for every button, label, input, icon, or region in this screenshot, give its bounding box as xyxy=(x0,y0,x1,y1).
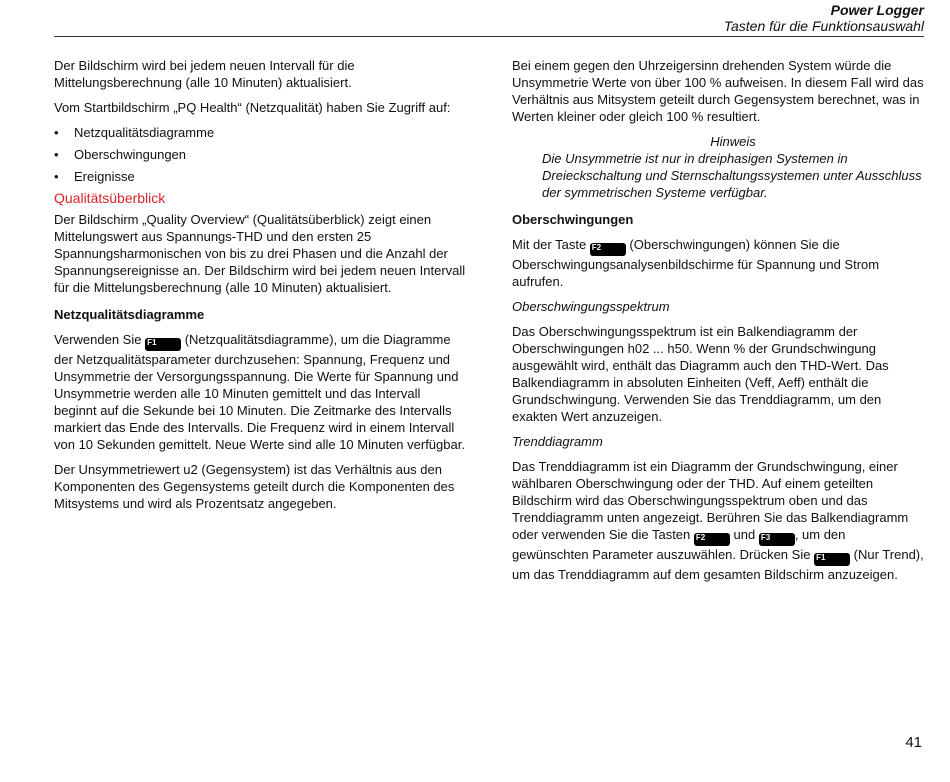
f1-key-icon: F1 xyxy=(814,553,850,566)
subheading-harmonic-spectrum: Oberschwingungsspektrum xyxy=(512,299,670,314)
page-header xyxy=(724,2,924,34)
subheading-harmonics: Oberschwingungen xyxy=(512,212,634,227)
f2-key-icon: F2 xyxy=(590,243,626,256)
bullet-glyph: • xyxy=(54,125,59,140)
bullet-glyph: • xyxy=(54,147,59,162)
paragraph-harmonics: Mit der Taste F2 (Oberschwingungen) können Sie die Oberschwingungsanalysenbildschirme für Spannung und Strom aufrufen. xyxy=(512,237,880,289)
paragraph-quality-overview: Der Bildschirm „Quality Overview“ (Qualitätsüberblick) zeigt einen Mittelungswert aus Spannungs-THD und den ersten 25 Spannungsharmonischen von bis zu drei Phasen und die Anzahl der Spannungsereignisse an. Der Bildschirm wird bei jedem neuen Intervall für die Mittelungsberechnung (alle 10 Minuten) aktualisiert. xyxy=(54,212,466,295)
f3-key-icon: F3 xyxy=(759,533,795,546)
bullet-glyph: • xyxy=(54,169,59,184)
list-item xyxy=(54,146,466,163)
paragraph-power-quality-charts: Verwenden Sie F1 (Netzqualitätsdiagramme), um die Diagramme der Netzqualitätsparameter durchzusehen: Spannung, Frequenz und Unsymmetrie der Versorgungsspannung. Die Werte für Spannung und Unsymmetrie werden alle 10 Minuten gemittelt und das Intervall beginnt auf die Sekunde bei 10 Minuten. Die Zeitmarke des Intervalls markiert das Ende des Intervalls. Die Frequenz wird in einem Intervall von 10 Sekunden gemittelt. Neue Werte sind alle 10 Minuten verfügbar. xyxy=(54,332,465,452)
f2-key-icon: F2 xyxy=(694,533,730,546)
header-title: Power Logger xyxy=(830,2,924,18)
f1-key-icon: F1 xyxy=(145,338,181,351)
list-item xyxy=(54,124,466,141)
header-divider xyxy=(54,36,924,37)
header-subtitle: Tasten für die Funktionsauswahl xyxy=(723,18,924,34)
paragraph-harmonic-spectrum: Das Oberschwingungsspektrum ist ein Balkendiagramm der Oberschwingungen h02 ... h50. Wenn % der Grundschwingung ausgewählt wird, enthält das Diagramm auch den THD-Wert. Das Balkendiagramm in absoluten Einheiten (Veff, Aeff) enthält die Grundschwingung. Verwenden Sie das Trenddiagramm, um den exakten Wert anzuzeigen. xyxy=(512,324,889,424)
paragraph-rotation: Bei einem gegen den Uhrzeigersinn drehenden System würde die Unsymmetrie Werte von über 100 % aufweisen. In diesem Fall wird das Verhältnis aus Mitsystem geteilt durch Gegensystem berechnet, was in Werten kleiner oder gleich 100 % resultiert. xyxy=(512,58,924,124)
subheading-trend-chart: Trenddiagramm xyxy=(512,434,603,449)
paragraph-access: Vom Startbildschirm „PQ Health“ (Netzqualität) haben Sie Zugriff auf: xyxy=(54,100,451,115)
list-item-label: Ereignisse xyxy=(74,169,135,184)
access-list xyxy=(54,124,466,185)
paragraph-unbalance: Der Unsymmetriewert u2 (Gegensystem) ist das Verhältnis aus den Komponenten des Gegensystems geteilt durch die Komponenten des Mitsystems und wird als Prozentsatz angegeben. xyxy=(54,462,455,511)
section-title-quality-overview: Qualitätsüberblick xyxy=(54,190,166,206)
list-item-label: Netzqualitätsdiagramme xyxy=(74,125,215,140)
paragraph-trend-chart: Das Trenddiagramm ist ein Diagramm der Grundschwingung, einer wählbaren Oberschwingung oder der THD. Auf einem geteilten Bildschirm wird das Oberschwingungsspektrum oben und das Trenddiagramm unten angezeigt. Berühren Sie das Balkendiagramm oder verwenden Sie die Tasten F2 und F3 , um den gewünschten Parameter auszuwählen. Drücken Sie F1 (Nur Trend), um das Trenddiagramm auf dem gesamten Bildschirm anzuzeigen. xyxy=(512,459,924,582)
note-text: Die Unsymmetrie ist nur in dreiphasigen Systemen in Dreieckschaltung und Sternschaltungssystemen unter Ausschluss der symmetrischen Systeme verfügbar. xyxy=(542,151,922,200)
note-title: Hinweis xyxy=(710,134,756,149)
left-column xyxy=(54,57,466,520)
page-number: 41 xyxy=(905,734,922,751)
list-item-label: Oberschwingungen xyxy=(74,147,187,162)
note-block xyxy=(512,133,924,201)
right-column xyxy=(512,57,924,591)
list-item xyxy=(54,168,466,185)
subheading-power-quality-charts: Netzqualitätsdiagramme xyxy=(54,307,205,322)
paragraph-intro: Der Bildschirm wird bei jedem neuen Intervall für die Mittelungsberechnung (alle 10 Minuten) aktualisiert. xyxy=(54,58,355,90)
